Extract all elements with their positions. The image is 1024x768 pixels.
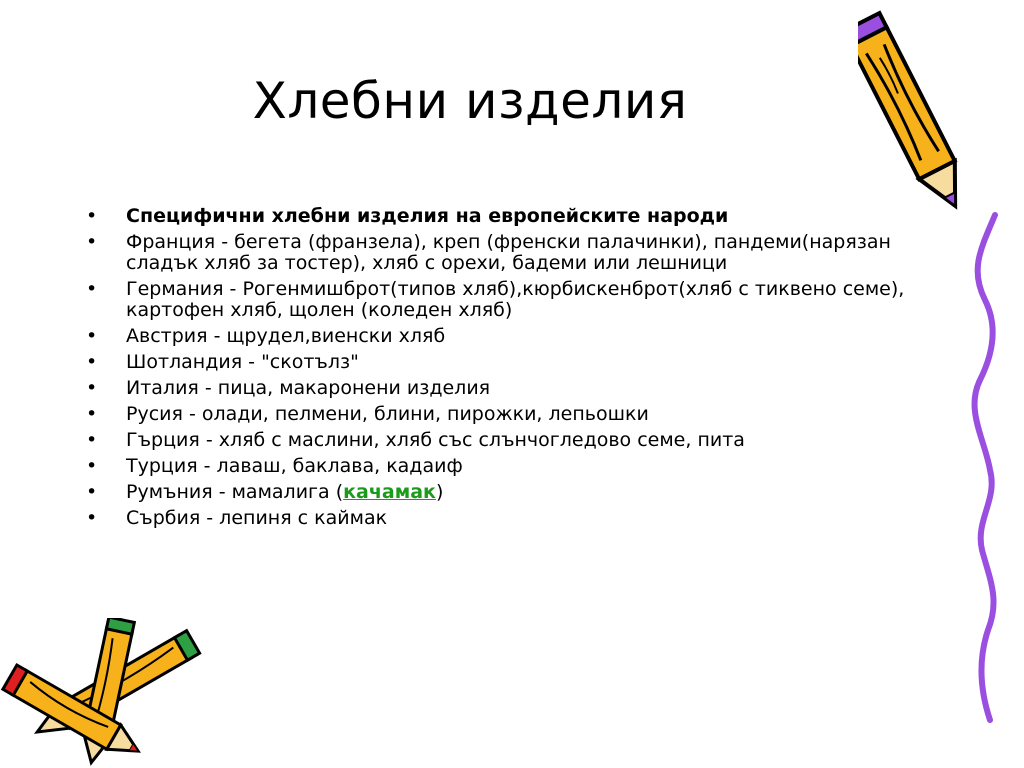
list-item: • Сърбия - лепиня с каймак bbox=[86, 507, 388, 529]
list-item: • Германия - Рогенмишброт(типов хляб),кюрбискенброт(хляб с тиквено семе), картофен хляб, щолен (коледен хляб) bbox=[86, 278, 905, 321]
bullet-icon: • bbox=[86, 403, 98, 425]
list-item: • Шотландия - "скотълз" bbox=[86, 351, 359, 373]
list-item: • Специфични хлебни изделия на европейските народи bbox=[86, 205, 729, 227]
bullet-list bbox=[86, 206, 916, 534]
kachamak-link[interactable]: качамак bbox=[343, 481, 436, 503]
bullet-icon: • bbox=[86, 205, 98, 227]
bullet-icon: • bbox=[86, 455, 98, 477]
bullet-icon: • bbox=[86, 429, 98, 451]
list-item: • Австрия - щрудел,виенски хляб bbox=[86, 325, 446, 347]
bullet-icon: • bbox=[86, 278, 98, 300]
list-item: • Гърция - хляб с маслини, хляб със слънчогледово семе, пита bbox=[86, 429, 745, 451]
bullet-icon: • bbox=[86, 507, 98, 529]
bullet-icon: • bbox=[86, 377, 98, 399]
list-item: • Румъния - мамалига (качамак) bbox=[86, 481, 444, 503]
squiggle-line-icon bbox=[960, 210, 1020, 730]
bullet-icon: • bbox=[86, 231, 98, 253]
list-item: • Франция - бегета (франзела), креп (френски палачинки), пандеми(нарязан сладък хляб за тостер), хляб с орехи, бадеми или лешници bbox=[86, 231, 891, 274]
list-item: • Турция - лаваш, баклава, кадаиф bbox=[86, 455, 463, 477]
bullet-icon: • bbox=[86, 351, 98, 373]
bullet-icon: • bbox=[86, 481, 98, 503]
bullet-icon: • bbox=[86, 325, 98, 347]
list-item: • Италия - пица, макаронени изделия bbox=[86, 377, 491, 399]
slide-title: Хлебни изделия bbox=[252, 72, 688, 130]
list-item: • Русия - олади, пелмени, блини, пирожки, лепьошки bbox=[86, 403, 649, 425]
pencil-icon bbox=[0, 618, 220, 768]
